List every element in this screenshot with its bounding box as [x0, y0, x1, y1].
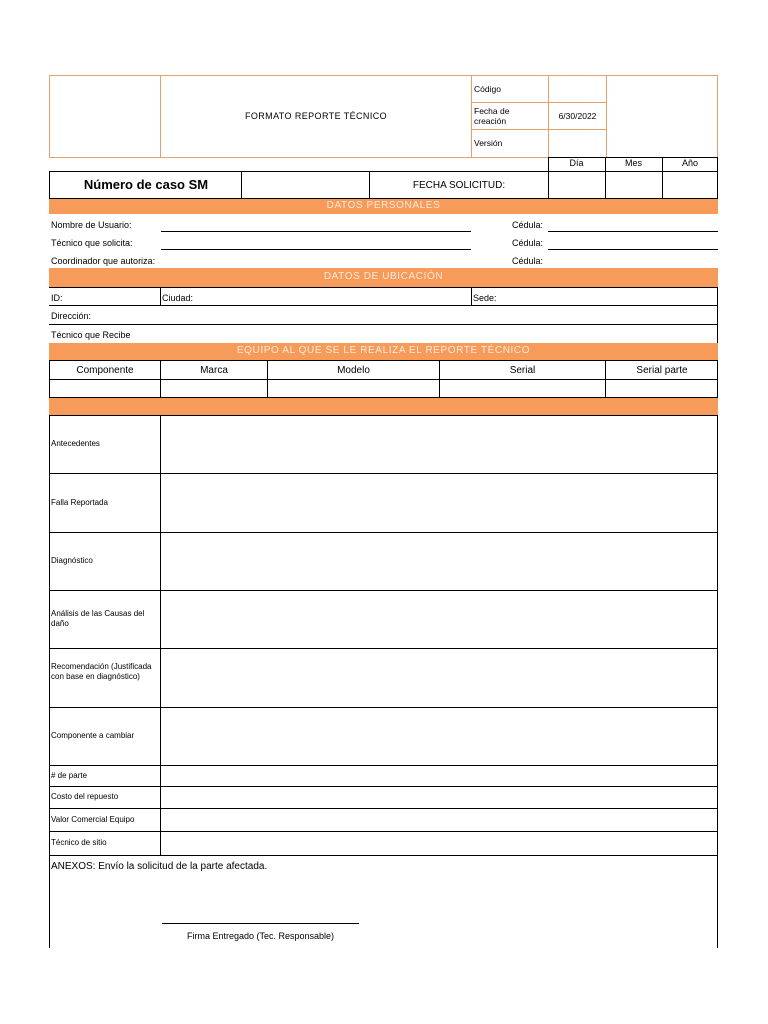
fecha-creacion-value: 6/30/2022 — [558, 111, 597, 121]
section-datos-ubicacion: DATOS DE UBICACIÓN — [49, 268, 718, 287]
nombre-usuario-input[interactable] — [161, 231, 471, 232]
fecha-creacion-label-cell — [471, 102, 549, 130]
col-marca: Marca — [200, 365, 228, 376]
section-datos-personales: DATOS PERSONALES — [49, 199, 718, 214]
antecedentes-field[interactable] — [161, 416, 717, 473]
anexos-text: ANEXOS: Envío la solicitud de la parte afectada. — [51, 861, 268, 872]
costo-repuesto-label: Costo del repuesto — [51, 792, 119, 801]
componente-cambiar-field[interactable] — [161, 708, 717, 765]
codigo-label-cell — [471, 75, 549, 103]
version-label: Versión — [474, 138, 503, 148]
falla-label: Falla Reportada — [51, 498, 108, 507]
recomendacion-label: Recomendación (Justificada con base en diagnóstico) — [51, 662, 152, 681]
recomendacion-field[interactable] — [161, 649, 717, 707]
numero-caso-input[interactable] — [242, 172, 369, 198]
num-parte-field[interactable] — [161, 766, 717, 786]
diagnostico-field[interactable] — [161, 533, 717, 590]
section-equipo: EQUIPO AL QUE SE LE REALIZA EL REPORTE TÉCNICO — [49, 343, 718, 360]
numero-caso-label: Número de caso SM — [83, 177, 209, 192]
fecha-creacion-label: Fecha de creación — [474, 106, 510, 126]
diagnostico-label: Diagnóstico — [51, 556, 93, 565]
cedula-input-2[interactable] — [548, 249, 718, 250]
title-cell — [160, 75, 472, 158]
costo-repuesto-field[interactable] — [161, 787, 717, 808]
ciudad-label: Ciudad: — [162, 293, 194, 303]
num-parte-label: # de parte — [51, 771, 88, 780]
cedula-label-2: Cédula: — [512, 238, 544, 248]
approval-cell — [606, 75, 718, 158]
analisis-field[interactable] — [161, 591, 717, 648]
dia-label: Día — [569, 158, 584, 168]
cedula-label-3: Cédula: — [512, 256, 544, 266]
direccion-label: Dirección: — [51, 311, 92, 321]
col-componente: Componente — [76, 365, 134, 376]
falla-field[interactable] — [161, 474, 717, 532]
tecnico-solicita-input[interactable] — [161, 249, 471, 250]
tecnico-sitio-label: Técnico de sitio — [51, 838, 107, 847]
fecha-creacion-value-cell — [548, 102, 607, 130]
sede-label: Sede: — [473, 293, 497, 303]
col-serial-parte: Serial parte — [636, 365, 688, 376]
codigo-label: Código — [474, 84, 501, 94]
codigo-value-cell[interactable] — [548, 75, 607, 103]
ubicacion-row-1 — [49, 287, 718, 306]
valor-comercial-field[interactable] — [161, 809, 717, 831]
valor-comercial-label: Valor Comercial Equipo — [51, 815, 135, 824]
firma-line[interactable] — [162, 923, 359, 924]
logo-cell — [49, 75, 161, 158]
tecnico-solicita-label: Técnico que solicita: — [51, 238, 133, 248]
version-label-cell — [471, 129, 549, 158]
firma-label: Firma Entregado (Tec. Responsable) — [186, 931, 335, 941]
col-serial: Serial — [509, 365, 536, 376]
analisis-label: Análisis de las Causas del daño — [51, 609, 145, 628]
componente-cambiar-label: Componente a cambiar — [51, 731, 135, 740]
tecnico-sitio-field[interactable] — [161, 832, 717, 856]
page-title: FORMATO REPORTE TÉCNICO — [244, 111, 388, 121]
anio-label: Año — [681, 158, 698, 168]
antecedentes-label: Antecedentes — [51, 439, 100, 448]
nombre-usuario-label: Nombre de Usuario: — [51, 220, 132, 230]
tecnico-recibe-label: Técnico que Recibe — [51, 330, 131, 340]
section-reporte-bar — [49, 398, 718, 415]
col-modelo: Modelo — [337, 365, 370, 376]
coordinador-label: Coordinador que autoriza: — [51, 256, 156, 266]
cedula-label-1: Cédula: — [512, 220, 544, 230]
fecha-solicitud-label: FECHA SOLICITUD: — [412, 180, 506, 191]
mes-label: Mes — [624, 158, 642, 168]
cedula-input-1[interactable] — [548, 231, 718, 232]
id-label: ID: — [51, 293, 63, 303]
version-value-cell[interactable] — [548, 129, 607, 158]
